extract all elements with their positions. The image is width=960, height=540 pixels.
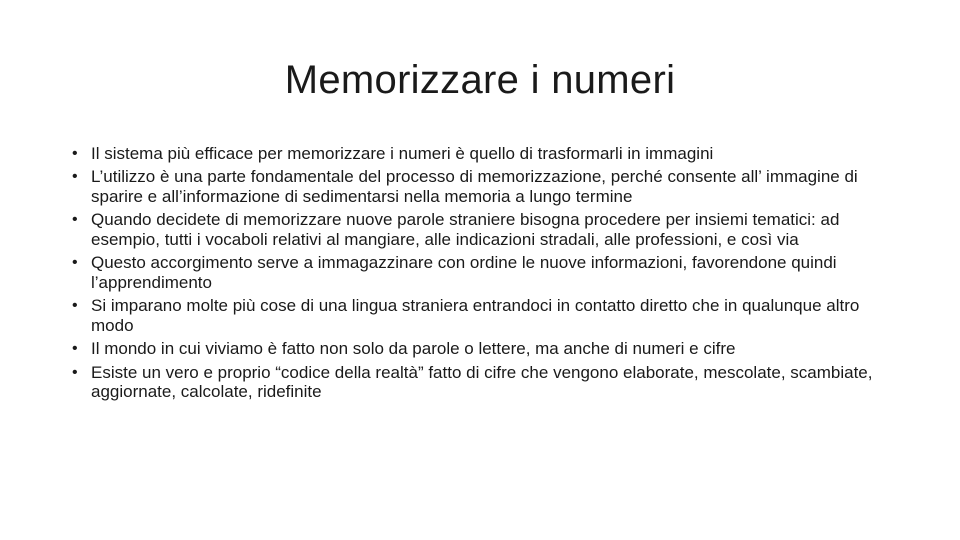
bullet-dot-icon: • bbox=[72, 297, 78, 315]
bullet-item bbox=[72, 167, 892, 206]
bullet-dot-icon: • bbox=[72, 363, 78, 381]
slide-title: Memorizzare i numeri bbox=[284, 58, 676, 102]
bullet-item bbox=[72, 296, 892, 335]
bullet-dot-icon: • bbox=[72, 211, 78, 229]
bullet-item bbox=[72, 210, 892, 249]
bullet-dot-icon: • bbox=[72, 254, 78, 272]
bullet-item bbox=[72, 144, 892, 164]
bullet-text: Il sistema più efficace per memorizzare i numeri è quello di trasformarli in immagini bbox=[91, 144, 714, 163]
bullet-text: Il mondo in cui viviamo è fatto non solo da parole o lettere, ma anche di numeri e cifre bbox=[91, 339, 736, 359]
bullet-text: Questo accorgimento serve a immagazzinare con ordine le nuove informazioni, favorendone quindi l’apprendimento bbox=[91, 253, 837, 292]
bullet-item bbox=[72, 253, 892, 292]
bullet-dot-icon: • bbox=[72, 340, 78, 358]
bullet-item bbox=[72, 363, 892, 402]
bullet-list bbox=[72, 144, 892, 406]
bullet-item bbox=[72, 339, 892, 359]
bullet-text: L’utilizzo è una parte fondamentale del processo di memorizzazione, perché consente all’ immagine di sparire e all’informazione di sedimentarsi nella memoria a lungo termine bbox=[91, 167, 858, 206]
bullet-text: Quando decidete di memorizzare nuove parole straniere bisogna procedere per insiemi tematici: ad esempio, tutti i vocaboli relativi al mangiare, alle indicazioni stradali, alle professioni, e così via bbox=[91, 210, 840, 249]
bullet-text: Si imparano molte più cose di una lingua straniera entrandoci in contatto diretto che in qualunque altro modo bbox=[91, 296, 860, 335]
bullet-text: Esiste un vero e proprio “codice della realtà” fatto di cifre che vengono elaborate, mescolate, scambiate, aggiornate, calcolate, ridefinite bbox=[91, 362, 873, 402]
bullet-dot-icon: • bbox=[72, 145, 78, 162]
bullet-dot-icon: • bbox=[72, 168, 78, 186]
